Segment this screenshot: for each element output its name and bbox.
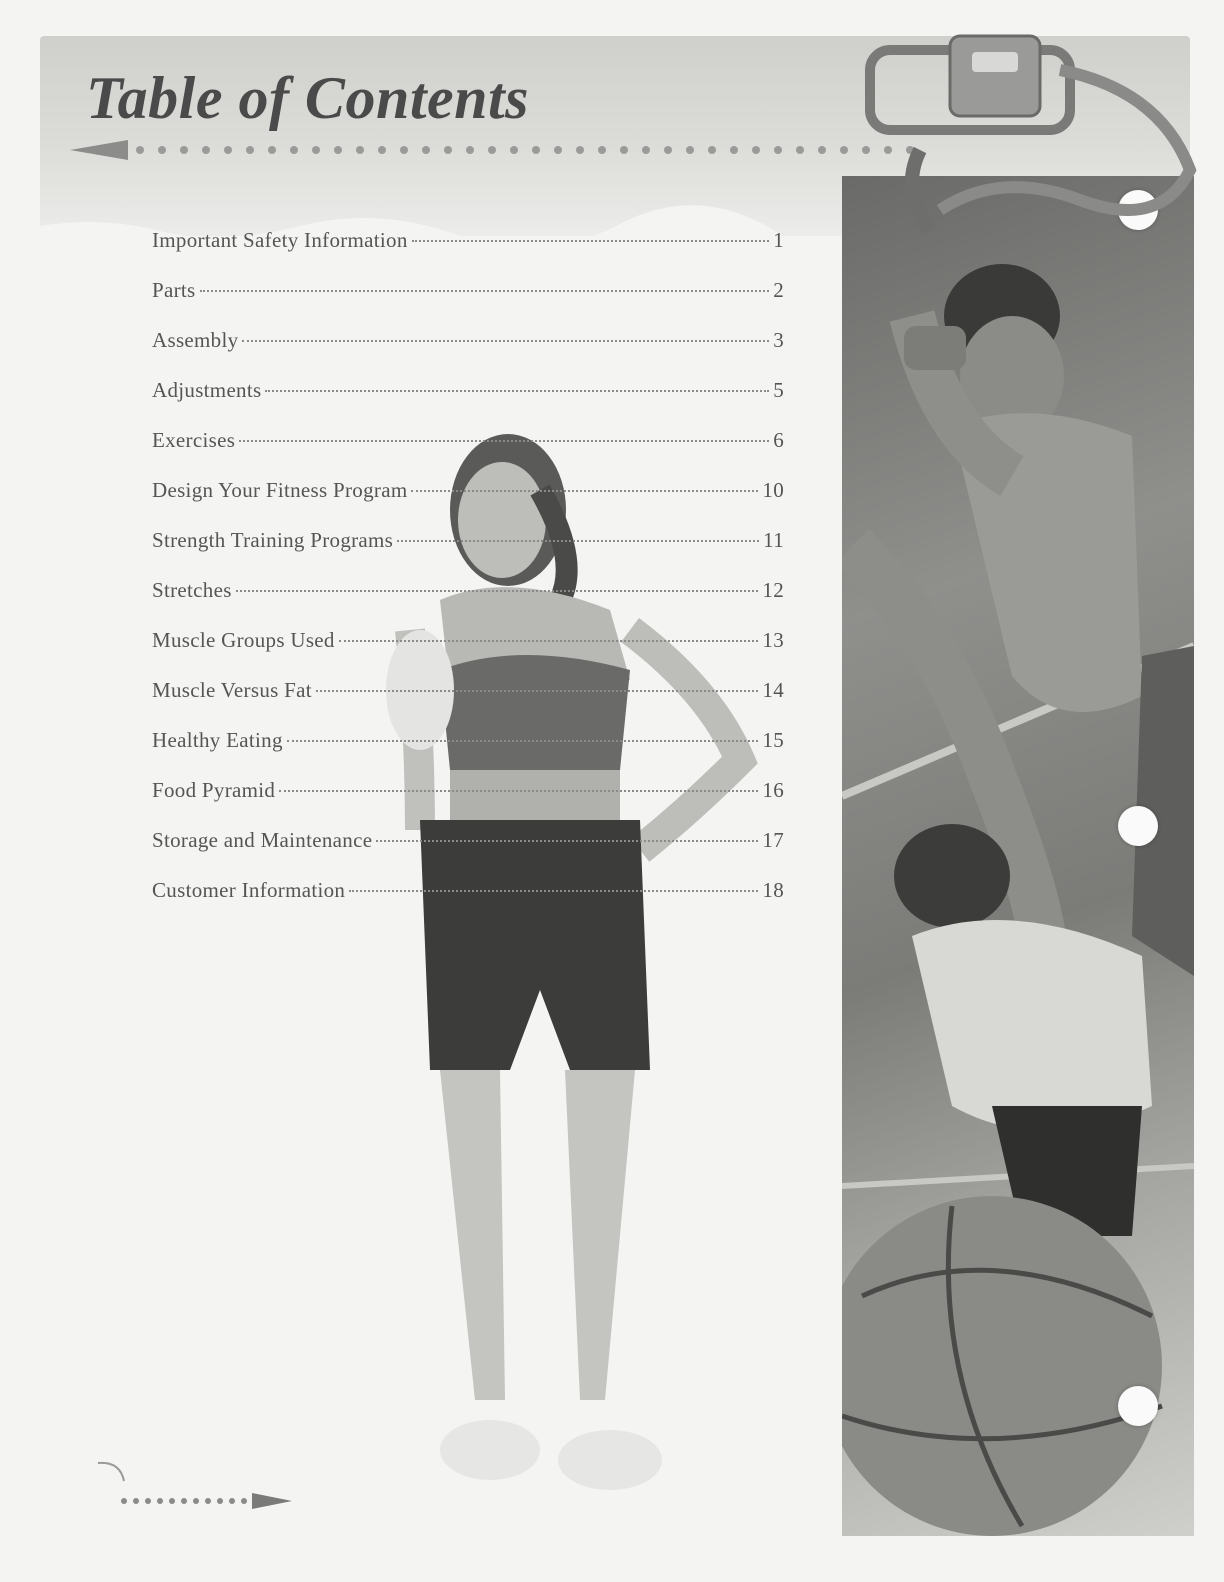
toc-entry-label: Food Pyramid bbox=[152, 778, 276, 802]
toc-entry-page: 3 bbox=[773, 328, 784, 352]
toc-entry[interactable] bbox=[152, 828, 784, 878]
dot-leader bbox=[236, 590, 759, 592]
table-of-contents bbox=[152, 228, 784, 928]
toc-entry[interactable] bbox=[152, 628, 784, 678]
toc-entry-page: 16 bbox=[762, 778, 784, 802]
bottom-dotted-arrow bbox=[80, 1455, 300, 1515]
toc-entry-page: 17 bbox=[762, 828, 784, 852]
toc-entry-page: 10 bbox=[762, 478, 784, 502]
toc-entry-page: 2 bbox=[773, 278, 784, 302]
athletes-photo bbox=[842, 176, 1194, 1536]
dot-leader bbox=[411, 490, 758, 492]
toc-entry-page: 18 bbox=[762, 878, 784, 902]
dot-leader bbox=[349, 890, 758, 892]
toc-entry[interactable] bbox=[152, 578, 784, 628]
toc-entry-label: Important Safety Information bbox=[152, 228, 408, 252]
left-arrow-icon bbox=[70, 140, 128, 160]
toc-entry-page: 14 bbox=[762, 678, 784, 702]
toc-entry[interactable] bbox=[152, 228, 784, 278]
toc-entry-label: Stretches bbox=[152, 578, 232, 602]
binder-hole bbox=[1118, 806, 1158, 846]
toc-entry-page: 5 bbox=[773, 378, 784, 402]
toc-entry[interactable] bbox=[152, 778, 784, 828]
dot-leader bbox=[265, 390, 769, 392]
toc-entry-page: 6 bbox=[773, 428, 784, 452]
toc-entry[interactable] bbox=[152, 428, 784, 478]
dot-leader bbox=[316, 690, 759, 692]
toc-entry-label: Healthy Eating bbox=[152, 728, 283, 752]
photo-panel bbox=[842, 176, 1194, 1536]
toc-entry-page: 1 bbox=[773, 228, 784, 252]
toc-entry-label: Muscle Groups Used bbox=[152, 628, 335, 652]
toc-entry[interactable] bbox=[152, 328, 784, 378]
toc-entry-label: Adjustments bbox=[152, 378, 262, 402]
exercise-equipment-icon bbox=[860, 30, 1200, 250]
dot-leader bbox=[239, 440, 769, 442]
dot-leader bbox=[412, 240, 770, 242]
toc-entry-label: Exercises bbox=[152, 428, 236, 452]
toc-entry-label: Customer Information bbox=[152, 878, 346, 902]
toc-entry[interactable] bbox=[152, 728, 784, 778]
toc-entry-label: Muscle Versus Fat bbox=[152, 678, 312, 702]
dot-leader bbox=[242, 340, 769, 342]
dot-leader bbox=[279, 790, 758, 792]
toc-entry[interactable] bbox=[152, 878, 784, 928]
toc-entry-label: Parts bbox=[152, 278, 196, 302]
toc-entry-label: Strength Training Programs bbox=[152, 528, 394, 552]
dot-leader bbox=[376, 840, 758, 842]
toc-entry[interactable] bbox=[152, 278, 784, 328]
toc-entry-page: 15 bbox=[762, 728, 784, 752]
page-title: Table of Contents bbox=[86, 65, 530, 131]
title-dots-line bbox=[70, 140, 930, 160]
toc-entry[interactable] bbox=[152, 678, 784, 728]
right-arrow-icon bbox=[252, 1493, 292, 1509]
dot-leader bbox=[200, 290, 770, 292]
toc-entry-label: Assembly bbox=[152, 328, 239, 352]
toc-entry-page: 11 bbox=[763, 528, 784, 552]
toc-entry[interactable] bbox=[152, 528, 784, 578]
dot-leader bbox=[339, 640, 759, 642]
toc-entry[interactable] bbox=[152, 478, 784, 528]
toc-entry-page: 12 bbox=[762, 578, 784, 602]
toc-entry[interactable] bbox=[152, 378, 784, 428]
toc-entry-page: 13 bbox=[762, 628, 784, 652]
toc-entry-label: Storage and Maintenance bbox=[152, 828, 373, 852]
binder-hole bbox=[1118, 1386, 1158, 1426]
toc-entry-label: Design Your Fitness Program bbox=[152, 478, 408, 502]
dot-leader bbox=[397, 540, 759, 542]
dot-leader bbox=[287, 740, 759, 742]
